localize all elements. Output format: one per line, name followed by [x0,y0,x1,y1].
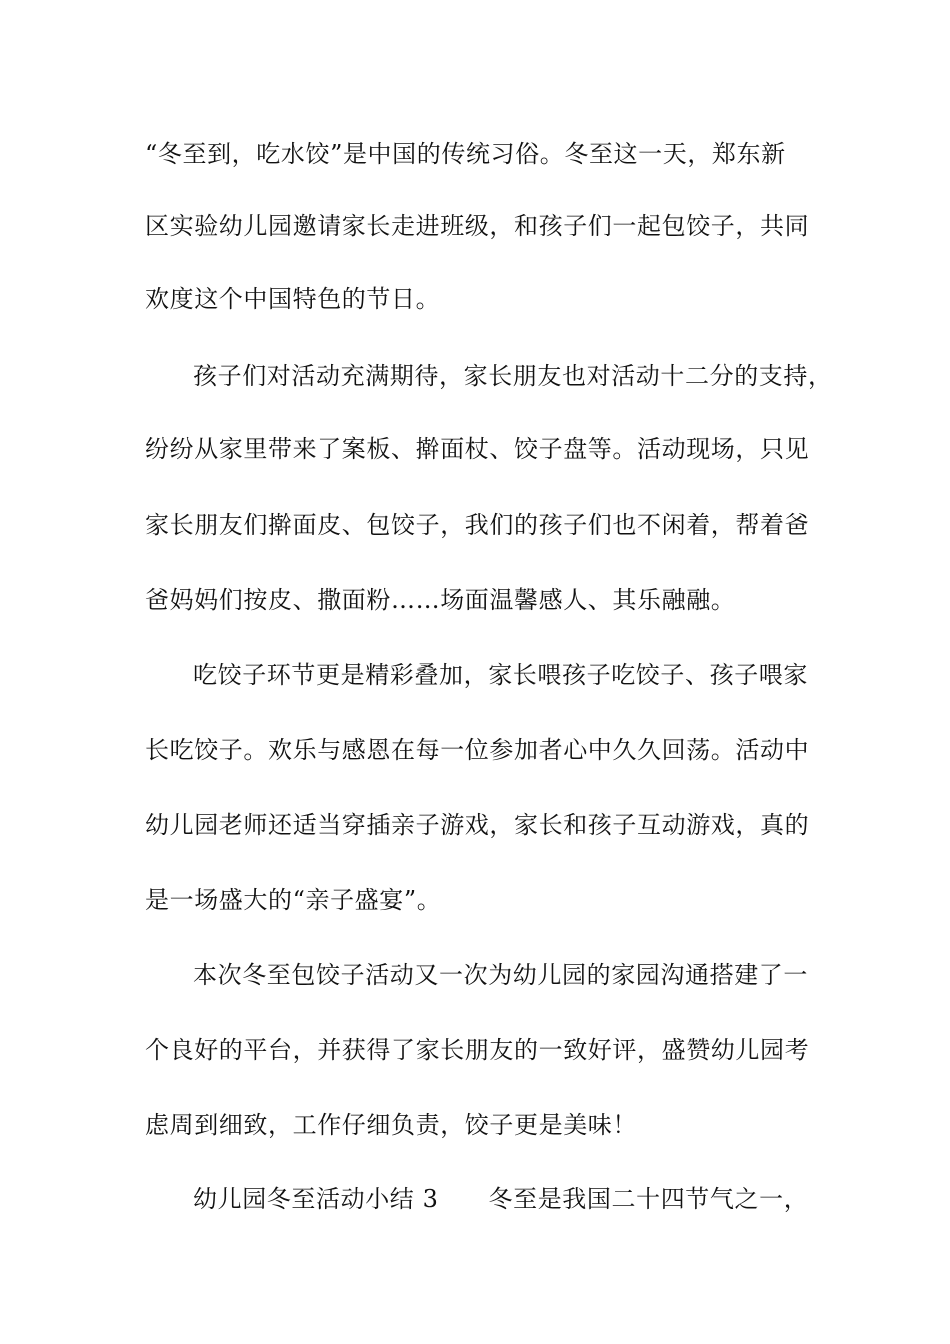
paragraph-4-line-1: 本次冬至包饺子活动又一次为幼儿园的家园沟通搭建了一 [193,961,808,989]
section-heading: 幼儿园冬至活动小结 3 [193,1185,439,1213]
paragraph-2-line-4: 爸妈妈们按皮、撒面粉……场面温馨感人、其乐融融。 [145,586,736,614]
paragraph-5-line-1 [193,1184,808,1214]
paragraph-2-line-2: 纷纷从家里带来了案板、擀面杖、饺子盘等。活动现场，只见 [145,435,810,463]
paragraph-3-line-4: 是一场盛大的“亲子盛宴”。 [145,886,442,914]
paragraph-1-line-2: 区实验幼儿园邀请家长走进班级，和孩子们一起包饺子，共同 [145,212,810,240]
paragraph-5-text: 冬至是我国二十四节气之一， [488,1185,809,1213]
paragraph-3-line-3: 幼儿园老师还适当穿插亲子游戏，家长和孩子互动游戏，真的 [145,811,810,839]
paragraph-1-line-3: 欢度这个中国特色的节日。 [145,285,441,313]
paragraph-2-line-3: 家长朋友们擀面皮、包饺子，我们的孩子们也不闲着，帮着爸 [145,511,810,539]
paragraph-1-line-1: “冬至到，吃水饺”是中国的传统习俗。冬至这一天，郑东新 [145,140,786,168]
paragraph-4-line-3: 虑周到细致，工作仔细负责，饺子更是美味！ [145,1111,637,1139]
paragraph-3-line-2: 长吃饺子。欢乐与感恩在每一位参加者心中久久回荡。活动中 [145,736,810,764]
paragraph-3-line-1: 吃饺子环节更是精彩叠加，家长喂孩子吃饺子、孩子喂家 [193,661,808,689]
paragraph-4-line-2: 个良好的平台，并获得了家长朋友的一致好评，盛赞幼儿园考 [145,1036,810,1064]
paragraph-2-line-1: 孩子们对活动充满期待，家长朋友也对活动十二分的支持， [193,362,833,390]
